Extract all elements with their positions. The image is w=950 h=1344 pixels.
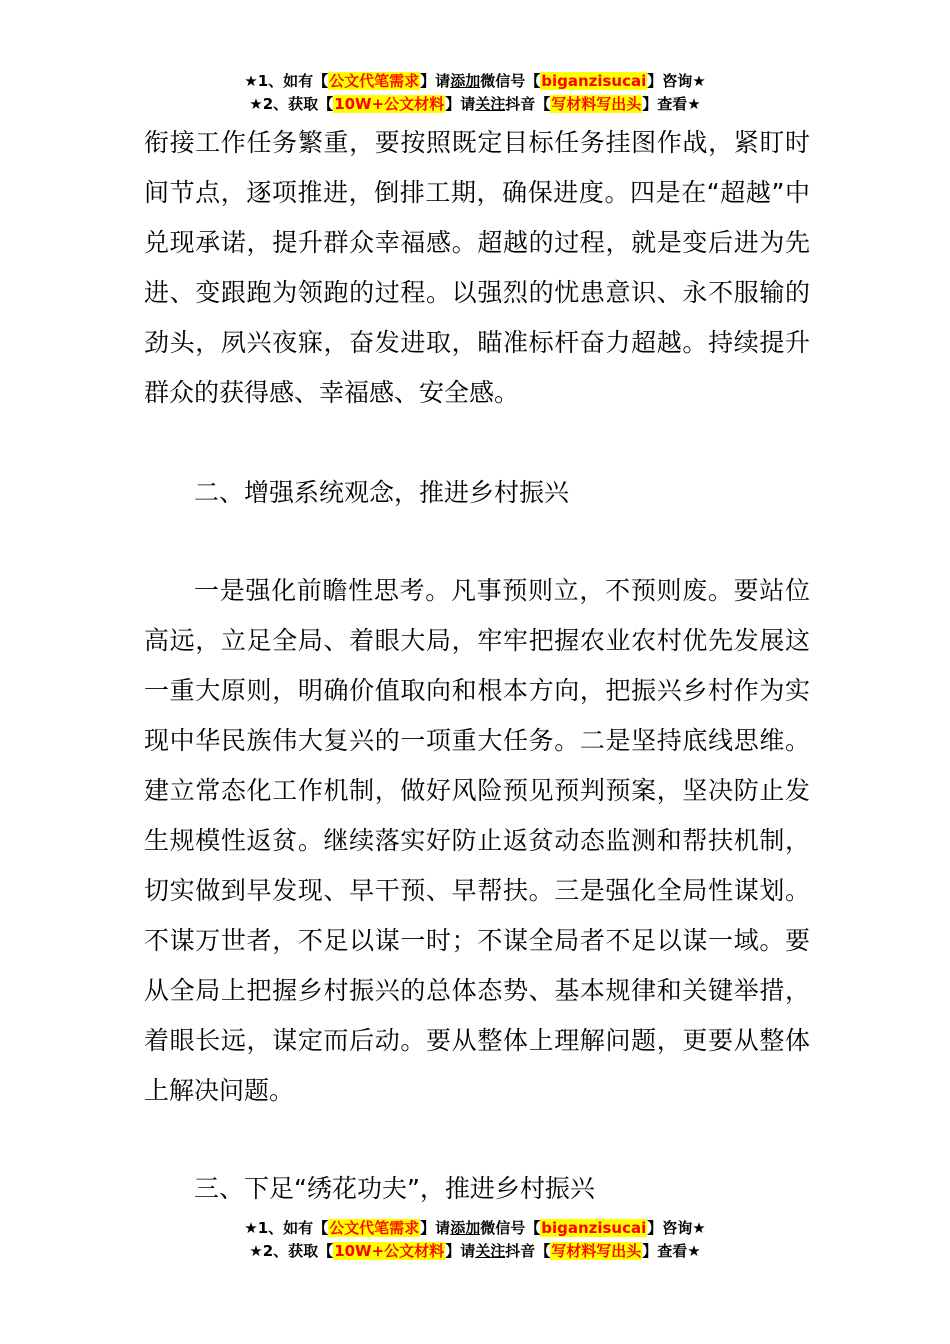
promo-underlined-text: 关注 bbox=[475, 1242, 506, 1260]
section-heading-2: 二、增强系统观念，推进乡村振兴 bbox=[194, 478, 570, 507]
promo-text: 微信号【 bbox=[480, 72, 541, 90]
promo-underlined-text: 添加 bbox=[450, 72, 481, 90]
promo-douyin-id: 写材料写出头 bbox=[551, 1242, 642, 1260]
promo-wechat-id: biganzisucai bbox=[541, 72, 647, 90]
promo-line-2 bbox=[0, 1240, 950, 1263]
body-paragraph-2: 一是强化前瞻性思考。凡事预则立，不预则废。要站位高远，立足全局、着眼大局，牢牢把握农业农村优先发展这一重大原则，明确价值取向和根本方向，把振兴乡村作为实现中华民族伟大复兴的一项重大任务。二是坚持底线思维。建立常态化工作机制，做好风险预见预判预案，坚决防止发生规模性返贫。继续落实好防止返贫动态监测和帮扶机制，切实做到早发现、早干预、早帮扶。三是强化全局性谋划。不谋万世者，不足以谋一时；不谋全局者不足以谋一域。要从全局上把握乡村振兴的总体态势、基本规律和关键举措，着眼长远，谋定而后动。要从整体上理解问题，更要从整体上解决问题。 bbox=[144, 576, 810, 1105]
promo-text: 抖音【 bbox=[505, 1242, 551, 1260]
promo-text: 】咨询★ bbox=[647, 72, 706, 90]
header-promo-banner bbox=[0, 70, 950, 116]
promo-underlined-text: 关注 bbox=[475, 95, 506, 113]
promo-text: 】查看★ bbox=[642, 1242, 701, 1260]
promo-text: ★1、如有【 bbox=[244, 1219, 329, 1237]
footer-promo-banner bbox=[0, 1217, 950, 1263]
promo-text: 】请 bbox=[420, 1219, 451, 1237]
promo-text: 抖音【 bbox=[505, 95, 551, 113]
body-paragraph-1: 衔接工作任务繁重，要按照既定目标任务挂图作战，紧盯时间节点，逐项推进，倒排工期，确保进度。四是在“超越”中兑现承诺，提升群众幸福感。超越的过程，就是变后进为先进、变跟跑为领跑的过程。以强烈的忧患意识、永不服输的劲头，夙兴夜寐，奋发进取，瞄准标杆奋力超越。持续提升群众的获得感、幸福感、安全感。 bbox=[144, 128, 810, 407]
promo-text: 】咨询★ bbox=[647, 1219, 706, 1237]
promo-highlight: 10W+公文材料 bbox=[334, 95, 445, 113]
promo-highlight: 公文代笔需求 bbox=[329, 72, 420, 90]
promo-text: 】请 bbox=[445, 1242, 476, 1260]
promo-highlight: 10W+公文材料 bbox=[334, 1242, 445, 1260]
promo-underlined-text: 添加 bbox=[450, 1219, 481, 1237]
promo-wechat-id: biganzisucai bbox=[541, 1219, 647, 1237]
promo-text: ★2、获取【 bbox=[249, 1242, 334, 1260]
promo-text: ★1、如有【 bbox=[244, 72, 329, 90]
promo-text: 】查看★ bbox=[642, 95, 701, 113]
section-heading-3: 三、下足“绣花功夫”，推进乡村振兴 bbox=[194, 1174, 595, 1203]
promo-line-1 bbox=[0, 70, 950, 93]
promo-douyin-id: 写材料写出头 bbox=[551, 95, 642, 113]
promo-line-1 bbox=[0, 1217, 950, 1240]
promo-text: ★2、获取【 bbox=[249, 95, 334, 113]
promo-highlight: 公文代笔需求 bbox=[329, 1219, 420, 1237]
promo-line-2 bbox=[0, 93, 950, 116]
promo-text: 微信号【 bbox=[480, 1219, 541, 1237]
promo-text: 】请 bbox=[445, 95, 476, 113]
promo-text: 】请 bbox=[420, 72, 451, 90]
